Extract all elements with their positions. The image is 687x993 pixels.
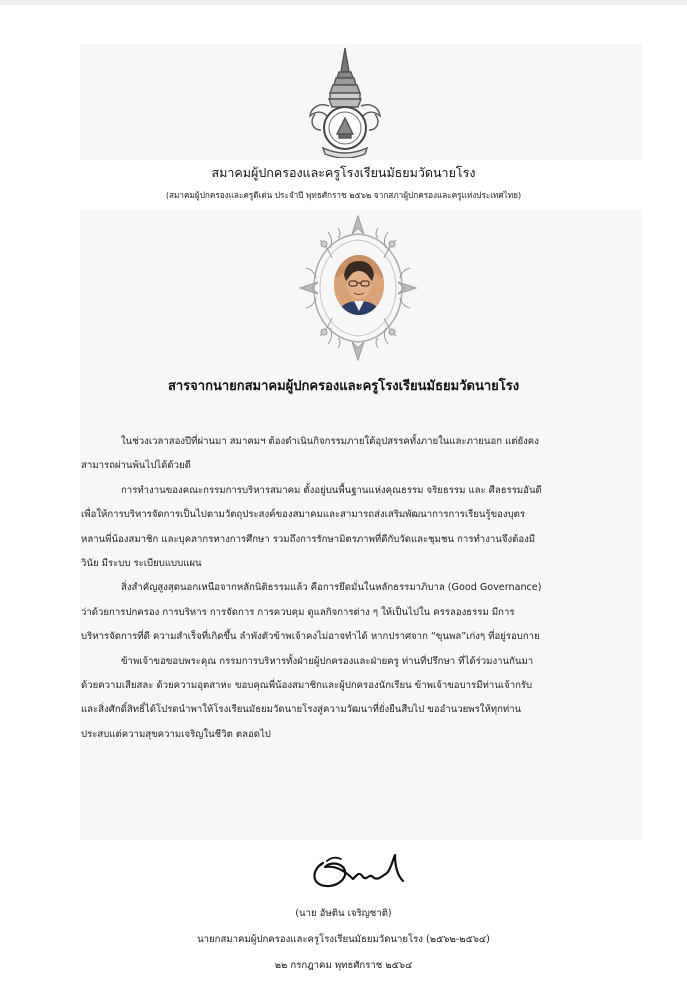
paragraph-line: การทำงานของคณะกรรมการบริหารสมาคม ตั้งอยู่บนพื้นฐานแห่งคุณธรรม จริยธรรม และ ศีลธรรมอันดี [121,484,542,496]
paragraph-line: ในช่วงเวลาสองปีที่ผ่านมา สมาคมฯ ต้องดำเนินกิจกรรมภายใต้อุปสรรคทั้งภายในและภายนอก แต่ยังคง [121,436,539,447]
organization-title: สมาคมผู้ปกครองและครูโรงเรียนมัธยมวัดนายโรง [211,165,476,180]
paragraph-2 [81,479,641,577]
handwritten-signature [307,851,411,893]
top-bar [0,0,687,5]
paragraph-line: วินัย มีระบบ ระเบียบแบบแผน [81,558,202,570]
message-body [81,430,641,747]
paragraph-3 [81,576,641,649]
paragraph-line: บริหารจัดการที่ดี ความสำเร็จที่เกิดขึ้น ลำพังตัวข้าพเจ้าคงไม่อาจทำได้ หากปราศจาก “ขุนพล”เก่งๆ ที่อยู่รอบกาย [81,631,540,643]
school-emblem-icon [305,46,385,158]
paragraph-line: สามารถผ่านพ้นไปได้ด้วยดี [81,460,191,472]
paragraph-line: ข้าพเจ้าขอขอบพระคุณ กรรมการบริหารทั้งฝ่ายผู้ปกครองและฝ่ายครู ท่านที่ปรึกษา ที่ได้ร่วมงานกันมา [121,655,534,667]
award-subtitle: (สมาคมผู้ปกครองและครูดีเด่น ประจำปี พุทธศักราช ๒๕๖๒ จากสภาผู้ปกครองและครูแห่งประเทศไทย) [165,190,522,200]
paragraph-line: สิ่งสำคัญสูงสุดนอกเหนือจากหลักนิติธรรมแล้ว คือการยึดมั่นในหลักธรรมาภิบาล (Good Governance) [121,582,542,594]
paragraph-4 [81,650,641,748]
president-photo [334,255,384,315]
paragraph-line: เพื่อให้การบริหารจัดการเป็นไปตามวัตถุประสงค์ของสมาคมและสามารถส่งเสริมพัฒนาการการเรียนรู้ของบุตร [81,509,526,521]
paragraph-1 [81,430,641,479]
signer-position: นายกสมาคมผู้ปกครองและครูโรงเรียนมัธยมวัดนายโรง (๒๕๖๒-๒๕๖๔) [197,934,490,945]
signer-name: (นาย อัษติน เจริญชาติ) [295,908,392,919]
paragraph-line: หลานพี่น้องสมาชิก และบุคลากรทางการศึกษา รวมถึงการรักษามิตรภาพที่ดีกับวัดและชุมชน การทำงานจึงต้องมี [81,533,536,545]
paragraph-line: ด้วยความเสียสละ ด้วยความอุตสาหะ ขอบคุณพี่น้องสมาชิกและผู้ปกครองนักเรียน ข้าพเจ้าขอบารมีท่านเจ้ากรับ [81,680,533,692]
paragraph-line: ว่าด้วยการปกครอง การบริหาร การจัดการ การควบคุม ดูแลกิจการต่าง ๆ ให้เป็นไปใน ครรลองธรรม มีการ [81,606,515,618]
message-title: สารจากนายกสมาคมผู้ปกครองและครูโรงเรียนมัธยมวัดนายโรง [167,379,520,394]
paragraph-line: ประสบแต่ความสุขความเจริญในชีวิต ตลอดไป [81,728,271,740]
signature-date: ๒๒ กรกฎาคม พุทธศักราช ๒๕๖๔ [274,960,413,971]
paragraph-line: และสิ่งศักดิ์สิทธิ์ได้โปรดนำพาให้โรงเรียนมัธยมวัดนายโรงสู่ความวัฒนาที่ยั่งยืนสืบไป ขออำนวยพรให้ทุกท่าน [81,704,522,716]
